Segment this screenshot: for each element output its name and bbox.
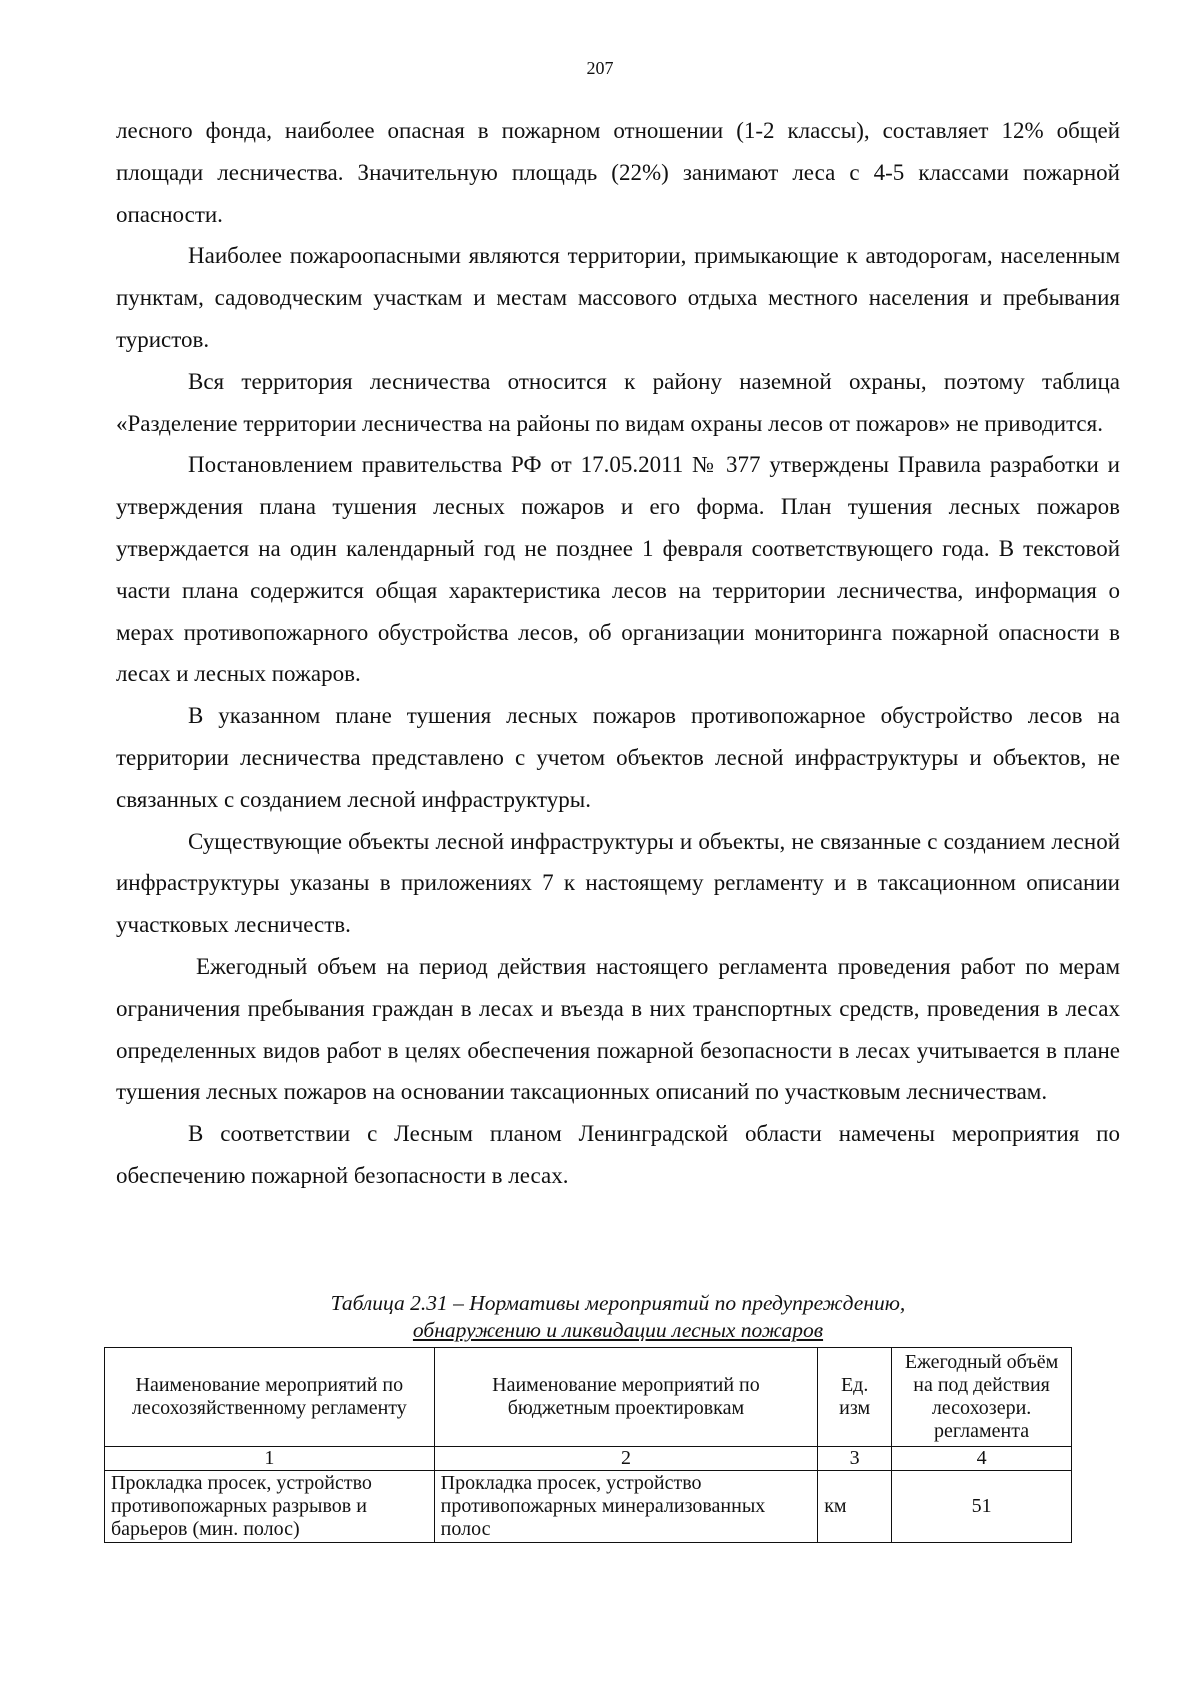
- body-text: [116, 110, 1120, 1197]
- paragraph: Ежегодный объем на период действия настоящего регламента проведения работ по мерам ограничения пребывания граждан в лесах и въезда в них транспортных средств, проведения в лесах определенных видов работ в целях обеспечения пожарной безопасности в лесах учитывается в плане тушения лесных пожаров на основании таксационных описаний по участковым лесничествам.: [116, 953, 1120, 1105]
- table-cell: 2: [434, 1447, 818, 1471]
- paragraph: Наиболее пожароопасными являются территории, примыкающие к автодорогам, населенным пунктам, садоводческим участкам и местам массового отдыха местного населения и пребывания туристов.: [116, 243, 1120, 352]
- paragraph: Вся территория лесничества относится к району наземной охраны, поэтому таблица «Разделение территории лесничества на районы по видам охраны лесов от пожаров» не приводится.: [116, 368, 1120, 436]
- table-cell: 51: [892, 1471, 1072, 1543]
- table-cell: Прокладка просек, устройство противопожарных минерализованных полос: [434, 1471, 818, 1543]
- table-caption-line: обнаружению и ликвидации лесных пожаров: [412, 1318, 824, 1342]
- table-row: [105, 1471, 1072, 1543]
- table-cell: Прокладка просек, устройство противопожарных разрывов и барьеров (мин. полос): [105, 1471, 435, 1543]
- paragraph: Постановлением правительства РФ от 17.05.2011 № 377 утверждены Правила разработки и утверждения плана тушения лесных пожаров и его форма. План тушения лесных пожаров утверждается на один календарный год не позднее 1 февраля соответствующего года. В текстовой части плана содержится общая характеристика лесов на территории лесничества, информация о мерах противопожарного обустройства лесов, об организации мониторинга пожарной опасности в лесах и лесных пожаров.: [116, 452, 1120, 687]
- table-header-cell: Ежегодный объём на под действия лесохозери. регламента: [892, 1348, 1072, 1447]
- table-cell: 1: [105, 1447, 435, 1471]
- table-header-row: [105, 1348, 1072, 1447]
- paragraph: Существующие объекты лесной инфраструктуры и объекты, не связанные с созданием лесной инфраструктуры указаны в приложениях 7 к настоящему регламенту и в таксационном описании участковых лесничеств.: [116, 828, 1120, 938]
- paragraph: лесного фонда, наиболее опасная в пожарном отношении (1-2 классы), составляет 12% общей площади лесничества. Значительную площадь (22%) занимают леса с 4-5 классами пожарной опасности.: [116, 118, 1120, 227]
- table-caption: [116, 1290, 1120, 1344]
- table-caption-line: Таблица 2.31 – Нормативы мероприятий по предупреждению,: [330, 1291, 906, 1315]
- table-column-numbers-row: [105, 1447, 1072, 1471]
- table-header-cell: Наименование мероприятий по бюджетным проектировкам: [434, 1348, 818, 1447]
- table-header-cell: Наименование мероприятий по лесохозяйственному регламенту: [105, 1348, 435, 1447]
- table-header-cell: Ед. изм: [818, 1348, 892, 1447]
- table-cell: 4: [892, 1447, 1072, 1471]
- table-cell: 3: [818, 1447, 892, 1471]
- norms-table: [104, 1347, 1072, 1543]
- paragraph: В соответствии с Лесным планом Ленинградской области намечены мероприятия по обеспечению пожарной безопасности в лесах.: [116, 1121, 1120, 1188]
- page-number: 207: [586, 58, 614, 78]
- table-cell: км: [818, 1471, 892, 1543]
- paragraph: В указанном плане тушения лесных пожаров противопожарное обустройство лесов на территории лесничества представлено с учетом объектов лесной инфраструктуры и объектов, не связанных с созданием лесной инфраструктуры.: [116, 703, 1120, 812]
